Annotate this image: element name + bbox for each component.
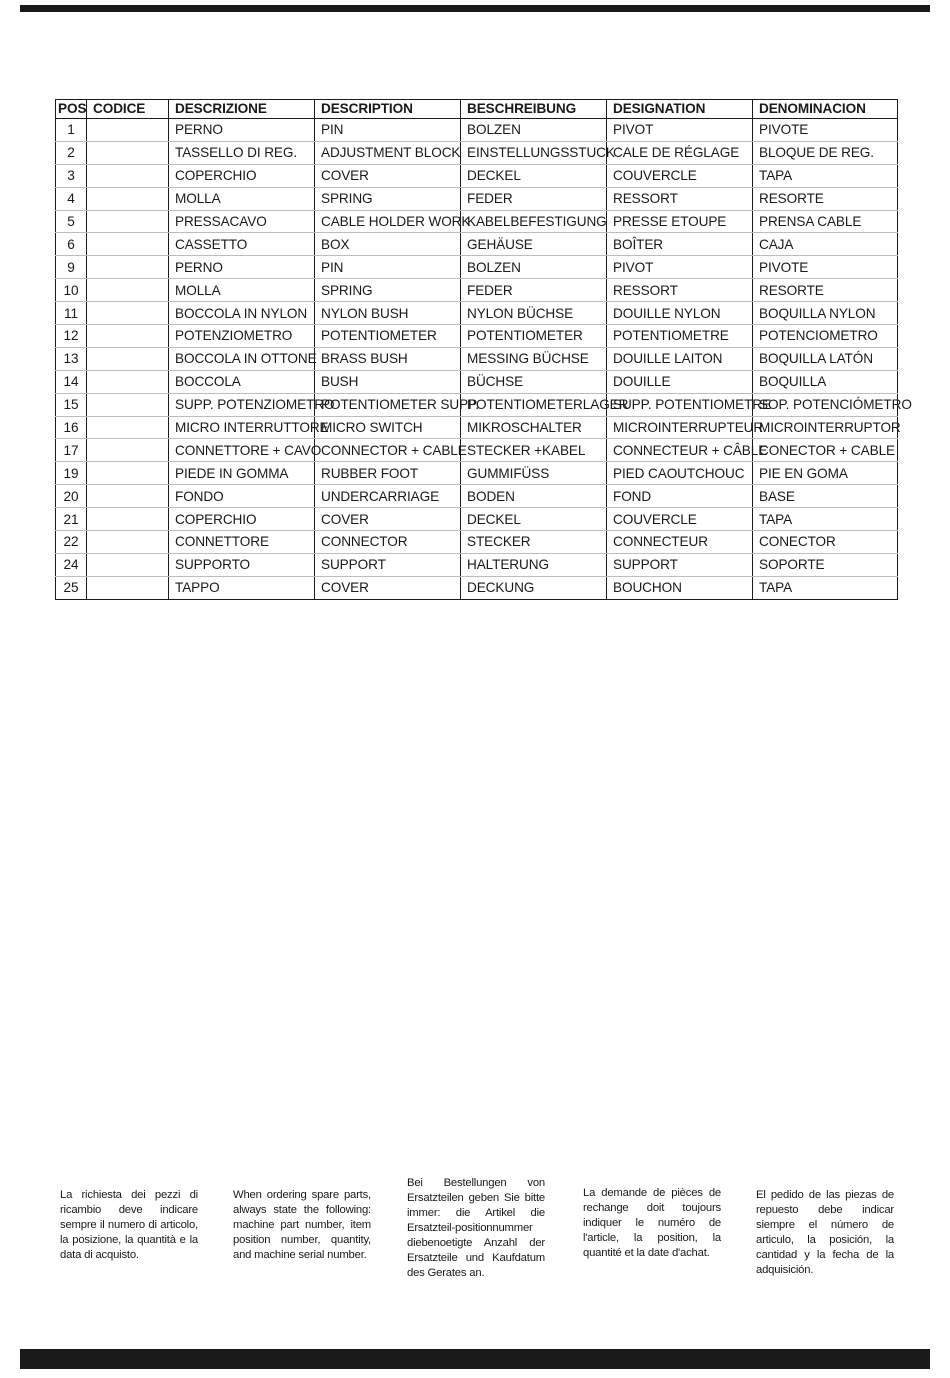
- table-row: [56, 485, 898, 508]
- cell-designation: RESSORT: [607, 279, 753, 302]
- cell-pos: 15: [56, 393, 87, 416]
- table-row: [56, 325, 898, 348]
- cell-pos: 13: [56, 347, 87, 370]
- cell-description: COVER: [315, 576, 461, 599]
- cell-beschreibung: FEDER: [461, 187, 607, 210]
- cell-denominacion: PIVOTE: [753, 119, 898, 142]
- cell-pos: 11: [56, 302, 87, 325]
- cell-designation: BOÎTER: [607, 233, 753, 256]
- cell-denominacion: PIVOTE: [753, 256, 898, 279]
- table-row: [56, 141, 898, 164]
- cell-description: ADJUSTMENT BLOCK: [315, 141, 461, 164]
- cell-denominacion: RESORTE: [753, 279, 898, 302]
- cell-description: POTENTIOMETER SUPP.: [315, 393, 461, 416]
- cell-description: SUPPORT: [315, 553, 461, 576]
- spare-parts-table: [55, 99, 912, 600]
- cell-beschreibung: POTENTIOMETER: [461, 325, 607, 348]
- cell-descrizione: PERNO: [169, 256, 315, 279]
- cell-designation: DOUILLE LAITON: [607, 347, 753, 370]
- cell-codice: [87, 393, 169, 416]
- cell-denominacion: PIE EN GOMA: [753, 462, 898, 485]
- table-row: [56, 279, 898, 302]
- cell-descrizione: SUPPORTO: [169, 553, 315, 576]
- cell-denominacion: MICROINTERRUPTOR: [753, 416, 898, 439]
- cell-beschreibung: EINSTELLUNGSSTUCK: [461, 141, 607, 164]
- cell-descrizione: CONNETTORE + CAVO: [169, 439, 315, 462]
- table-row: [56, 210, 898, 233]
- cell-codice: [87, 347, 169, 370]
- cell-denominacion: CONECTOR + CABLE: [753, 439, 898, 462]
- bottom-rule: [20, 1349, 930, 1369]
- cell-codice: [87, 439, 169, 462]
- cell-description: NYLON BUSH: [315, 302, 461, 325]
- cell-codice: [87, 119, 169, 142]
- cell-codice: [87, 302, 169, 325]
- cell-description: MICRO SWITCH: [315, 416, 461, 439]
- cell-codice: [87, 416, 169, 439]
- cell-designation: PIVOT: [607, 256, 753, 279]
- cell-descrizione: MOLLA: [169, 187, 315, 210]
- cell-descrizione: PRESSACAVO: [169, 210, 315, 233]
- cell-beschreibung: STECKER +KABEL: [461, 439, 607, 462]
- cell-pos: 25: [56, 576, 87, 599]
- cell-designation: COUVERCLE: [607, 164, 753, 187]
- table-row: [56, 187, 898, 210]
- cell-descrizione: TAPPO: [169, 576, 315, 599]
- cell-pos: 4: [56, 187, 87, 210]
- cell-designation: COUVERCLE: [607, 508, 753, 531]
- table-row: [56, 439, 898, 462]
- cell-descrizione: POTENZIOMETRO: [169, 325, 315, 348]
- cell-denominacion: SOPORTE: [753, 553, 898, 576]
- cell-beschreibung: FEDER: [461, 279, 607, 302]
- table-row: [56, 462, 898, 485]
- header-descrizione: DESCRIZIONE: [169, 100, 315, 119]
- cell-description: CABLE HOLDER WORK: [315, 210, 461, 233]
- cell-beschreibung: BOLZEN: [461, 256, 607, 279]
- table-row: [56, 416, 898, 439]
- cell-denominacion: CONECTOR: [753, 531, 898, 554]
- cell-codice: [87, 210, 169, 233]
- cell-beschreibung: GUMMIFÜSS: [461, 462, 607, 485]
- cell-codice: [87, 325, 169, 348]
- header-designation: DESIGNATION: [607, 100, 753, 119]
- cell-pos: 22: [56, 531, 87, 554]
- cell-pos: 17: [56, 439, 87, 462]
- cell-description: CONNECTOR + CABLE: [315, 439, 461, 462]
- cell-beschreibung: DECKEL: [461, 508, 607, 531]
- cell-beschreibung: HALTERUNG: [461, 553, 607, 576]
- cell-designation: DOUILLE: [607, 370, 753, 393]
- cell-codice: [87, 279, 169, 302]
- cell-description: SPRING: [315, 187, 461, 210]
- cell-designation: CONNECTEUR: [607, 531, 753, 554]
- table-row: [56, 576, 898, 599]
- cell-codice: [87, 164, 169, 187]
- cell-description: RUBBER FOOT: [315, 462, 461, 485]
- cell-designation: BOUCHON: [607, 576, 753, 599]
- note-german: Bei Bestellungen von Ersatzteilen geben Sie bitte immer: die Artikel die Ersatzteil-positionnummer diebenoetigte Anzahl der Ersatzteile und Kaufdatum des Gerates an.: [407, 1177, 545, 1279]
- cell-codice: [87, 370, 169, 393]
- note-spanish: El pedido de las piezas de repuesto debe indicar siempre el número de articulo, la posición, la cantidad y la fecha de la adquisición.: [756, 1189, 894, 1276]
- cell-beschreibung: BÜCHSE: [461, 370, 607, 393]
- cell-designation: DOUILLE NYLON: [607, 302, 753, 325]
- cell-denominacion: TAPA: [753, 576, 898, 599]
- cell-descrizione: MICRO INTERRUTTORE: [169, 416, 315, 439]
- header-denominacion: DENOMINACION: [753, 100, 898, 119]
- cell-description: PIN: [315, 119, 461, 142]
- cell-pos: 21: [56, 508, 87, 531]
- table-row: [56, 347, 898, 370]
- cell-designation: SUPPORT: [607, 553, 753, 576]
- cell-denominacion: RESORTE: [753, 187, 898, 210]
- cell-beschreibung: STECKER: [461, 531, 607, 554]
- table-row: [56, 233, 898, 256]
- cell-pos: 6: [56, 233, 87, 256]
- table-header-row: [56, 100, 898, 119]
- table-row: [56, 164, 898, 187]
- cell-designation: PRESSE ETOUPE: [607, 210, 753, 233]
- table-row: [56, 393, 898, 416]
- cell-descrizione: COPERCHIO: [169, 164, 315, 187]
- cell-codice: [87, 508, 169, 531]
- cell-description: CONNECTOR: [315, 531, 461, 554]
- cell-codice: [87, 187, 169, 210]
- note-italian: La richiesta dei pezzi di ricambio deve indicare sempre il numero di articolo, la posizione, la quantità e la data di acquisto.: [60, 1189, 198, 1261]
- header-description: DESCRIPTION: [315, 100, 461, 119]
- cell-description: BRASS BUSH: [315, 347, 461, 370]
- cell-description: SPRING: [315, 279, 461, 302]
- cell-descrizione: FONDO: [169, 485, 315, 508]
- cell-denominacion: BLOQUE DE REG.: [753, 141, 898, 164]
- cell-description: COVER: [315, 508, 461, 531]
- cell-descrizione: CASSETTO: [169, 233, 315, 256]
- cell-codice: [87, 553, 169, 576]
- cell-denominacion: SOP. POTENCIÓMETRO: [753, 393, 898, 416]
- cell-descrizione: PIEDE IN GOMMA: [169, 462, 315, 485]
- cell-beschreibung: DECKEL: [461, 164, 607, 187]
- table-row: [56, 370, 898, 393]
- cell-codice: [87, 576, 169, 599]
- cell-codice: [87, 141, 169, 164]
- cell-designation: PIVOT: [607, 119, 753, 142]
- note-english: When ordering spare parts, always state the following: machine part number, item position number, quantity, and machine serial number.: [233, 1189, 371, 1261]
- cell-description: BUSH: [315, 370, 461, 393]
- cell-pos: 2: [56, 141, 87, 164]
- cell-denominacion: BASE: [753, 485, 898, 508]
- cell-codice: [87, 256, 169, 279]
- table-row: [56, 119, 898, 142]
- cell-descrizione: COPERCHIO: [169, 508, 315, 531]
- cell-description: PIN: [315, 256, 461, 279]
- cell-beschreibung: MIKROSCHALTER: [461, 416, 607, 439]
- cell-denominacion: POTENCIOMETRO: [753, 325, 898, 348]
- cell-descrizione: MOLLA: [169, 279, 315, 302]
- cell-designation: CALE DE RÉGLAGE: [607, 141, 753, 164]
- cell-pos: 10: [56, 279, 87, 302]
- cell-beschreibung: DECKUNG: [461, 576, 607, 599]
- cell-denominacion: BOQUILLA NYLON: [753, 302, 898, 325]
- table-row: [56, 531, 898, 554]
- cell-pos: 19: [56, 462, 87, 485]
- cell-designation: POTENTIOMETRE: [607, 325, 753, 348]
- note-french: La demande de pièces de rechange doit toujours indiquer le numéro de l'article, la position, la quantité et la date d'achat.: [583, 1187, 721, 1259]
- cell-descrizione: TASSELLO DI REG.: [169, 141, 315, 164]
- cell-pos: 12: [56, 325, 87, 348]
- header-pos: POS: [56, 100, 87, 119]
- cell-description: POTENTIOMETER: [315, 325, 461, 348]
- cell-beschreibung: KABELBEFESTIGUNG: [461, 210, 607, 233]
- cell-codice: [87, 531, 169, 554]
- cell-pos: 5: [56, 210, 87, 233]
- cell-description: UNDERCARRIAGE: [315, 485, 461, 508]
- cell-descrizione: BOCCOLA IN NYLON: [169, 302, 315, 325]
- cell-beschreibung: BODEN: [461, 485, 607, 508]
- cell-denominacion: TAPA: [753, 508, 898, 531]
- cell-beschreibung: MESSING BÜCHSE: [461, 347, 607, 370]
- cell-denominacion: PRENSA CABLE: [753, 210, 898, 233]
- cell-description: COVER: [315, 164, 461, 187]
- table-body: [56, 119, 912, 600]
- cell-designation: MICROINTERRUPTEUR: [607, 416, 753, 439]
- cell-designation: CONNECTEUR + CÂBLE: [607, 439, 753, 462]
- header-beschreibung: BESCHREIBUNG: [461, 100, 607, 119]
- cell-denominacion: BOQUILLA LATÓN: [753, 347, 898, 370]
- cell-descrizione: SUPP. POTENZIOMETRO: [169, 393, 315, 416]
- cell-pos: 14: [56, 370, 87, 393]
- cell-descrizione: CONNETTORE: [169, 531, 315, 554]
- cell-codice: [87, 485, 169, 508]
- cell-beschreibung: NYLON BÜCHSE: [461, 302, 607, 325]
- cell-pos: 1: [56, 119, 87, 142]
- cell-beschreibung: GEHÄUSE: [461, 233, 607, 256]
- cell-descrizione: BOCCOLA IN OTTONE: [169, 347, 315, 370]
- cell-denominacion: BOQUILLA: [753, 370, 898, 393]
- cell-pos: 16: [56, 416, 87, 439]
- top-rule: [20, 5, 930, 12]
- table-row: [56, 256, 898, 279]
- header-codice: CODICE: [87, 100, 169, 119]
- cell-descrizione: PERNO: [169, 119, 315, 142]
- cell-pos: 3: [56, 164, 87, 187]
- cell-pos: 20: [56, 485, 87, 508]
- cell-designation: FOND: [607, 485, 753, 508]
- cell-designation: SUPP. POTENTIOMETRE: [607, 393, 753, 416]
- cell-pos: 24: [56, 553, 87, 576]
- cell-codice: [87, 233, 169, 256]
- cell-designation: RESSORT: [607, 187, 753, 210]
- cell-beschreibung: POTENTIOMETERLAGER: [461, 393, 607, 416]
- cell-codice: [87, 462, 169, 485]
- table-row: [56, 553, 898, 576]
- cell-descrizione: BOCCOLA: [169, 370, 315, 393]
- cell-pos: 9: [56, 256, 87, 279]
- cell-denominacion: CAJA: [753, 233, 898, 256]
- cell-denominacion: TAPA: [753, 164, 898, 187]
- cell-beschreibung: BOLZEN: [461, 119, 607, 142]
- table-row: [56, 508, 898, 531]
- cell-description: BOX: [315, 233, 461, 256]
- table-row: [56, 302, 898, 325]
- cell-designation: PIED CAOUTCHOUC: [607, 462, 753, 485]
